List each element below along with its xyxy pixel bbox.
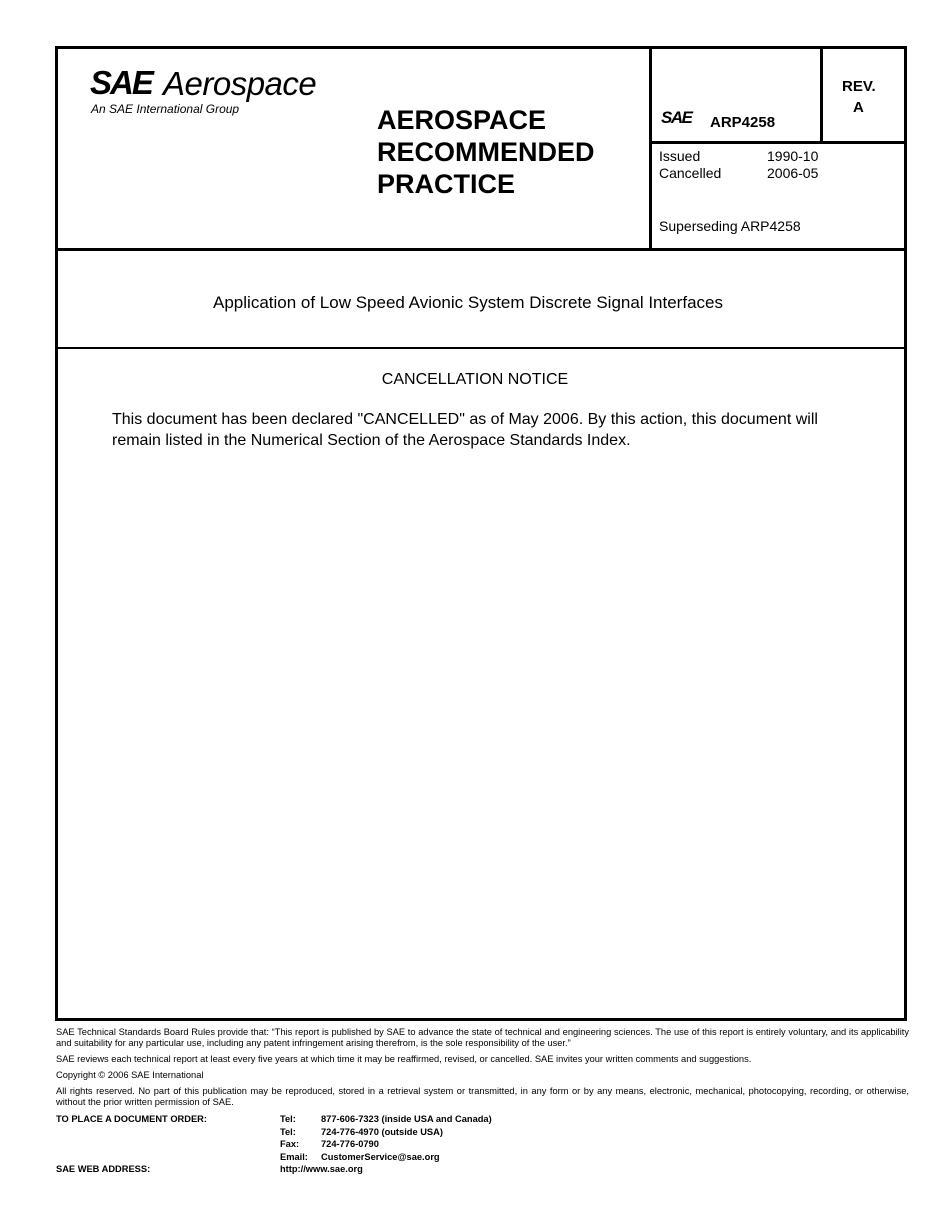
- web-address-link[interactable]: http://www.sae.org: [280, 1164, 363, 1175]
- contact-value: 877-606-7323 (inside USA and Canada): [321, 1114, 492, 1124]
- document-title: [58, 292, 878, 314]
- issued-date: 1990-10: [767, 148, 819, 164]
- issued-row: [659, 148, 859, 165]
- revision-divider: [820, 49, 823, 142]
- order-row: [56, 1126, 909, 1139]
- order-row: [56, 1113, 909, 1126]
- document-title-text: Application of Low Speed Avionic System Discrete Signal Interfaces: [213, 293, 723, 312]
- column-divider: [649, 49, 652, 248]
- logo-wordmark: Aerospace: [163, 65, 317, 102]
- contact-key: Email:: [280, 1151, 308, 1162]
- contact-key: Fax:: [280, 1139, 300, 1150]
- web-row: [56, 1163, 909, 1176]
- review-statement: SAE reviews each technical report at least every five years at which time it may be reaffirmed, revised, or cancelled. SAE invites your written comments and suggestions.: [56, 1054, 752, 1064]
- document-type-line: PRACTICE: [377, 169, 516, 199]
- web-label: SAE WEB ADDRESS:: [56, 1164, 151, 1175]
- copyright: Copyright © 2006 SAE International: [56, 1070, 204, 1080]
- contact-value: 724-776-4970 (outside USA): [321, 1126, 443, 1137]
- sae-small-logo: SAE: [661, 108, 692, 127]
- cancelled-date: 2006-05: [767, 165, 819, 181]
- document-frame: [55, 46, 907, 1021]
- document-type-line: AEROSPACE: [377, 105, 547, 135]
- document-number: ARP4258: [710, 114, 776, 131]
- revision-label: REV.: [842, 78, 876, 95]
- order-row: [56, 1151, 909, 1164]
- standards-board-rules: SAE Technical Standards Board Rules provide that: “This report is published by SAE to advance the state of technical and engineering sciences. The use of this report is entirely voluntary, and its applicability and suitability for any particular use, including any patent infringement arising therefrom, is the sole responsibility of the user.”: [56, 1027, 909, 1048]
- logo-mark: SAE: [90, 64, 152, 101]
- document-footer: [56, 1027, 909, 1176]
- contact-key: Tel:: [280, 1114, 296, 1124]
- order-row: [56, 1138, 909, 1151]
- superseding-text: Superseding ARP4258: [659, 218, 801, 234]
- document-type-line: RECOMMENDED: [377, 137, 595, 167]
- title-divider: [58, 347, 904, 349]
- header-divider: [58, 248, 904, 251]
- issued-label: Issued: [659, 148, 701, 164]
- document-dates: [659, 148, 859, 182]
- order-label: TO PLACE A DOCUMENT ORDER:: [56, 1114, 207, 1124]
- contact-value: 724-776-0790: [321, 1139, 379, 1150]
- cancelled-label: Cancelled: [659, 165, 722, 181]
- logo-tagline: An SAE International Group: [91, 102, 240, 116]
- rights-statement: All rights reserved. No part of this publication may be reproduced, stored in a retrieval system or transmitted, in any form or by any means, electronic, mechanical, photocopying, recording, or otherwise, without the prior written permission of SAE.: [56, 1086, 909, 1107]
- cancelled-row: [659, 165, 859, 182]
- cancellation-body: This document has been declared "CANCELLED" as of May 2006. By this action, this document will remain listed in the Numerical Section of the Aerospace Standards Index.: [112, 411, 818, 449]
- sae-aerospace-logo: [90, 66, 335, 118]
- document-header: [58, 49, 904, 248]
- cancellation-heading: CANCELLATION NOTICE: [381, 371, 569, 388]
- row-divider: [652, 141, 904, 144]
- order-info: [56, 1113, 909, 1176]
- contact-key: Tel:: [280, 1126, 296, 1137]
- contact-email[interactable]: CustomerService@sae.org: [321, 1151, 440, 1162]
- revision-value: A: [853, 99, 864, 116]
- document-type: [377, 104, 637, 200]
